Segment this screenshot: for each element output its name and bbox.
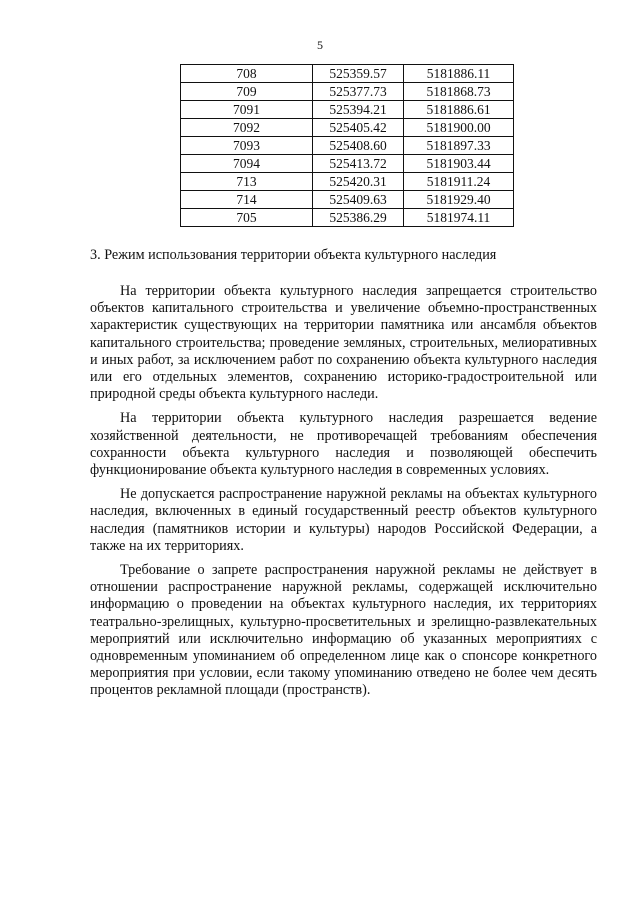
page-number: 5 <box>317 38 323 52</box>
point-number-cell: 713 <box>181 173 313 191</box>
y-coordinate-cell: 5181929.40 <box>404 191 514 209</box>
x-coordinate-cell: 525413.72 <box>313 155 404 173</box>
x-coordinate-cell: 525394.21 <box>313 101 404 119</box>
point-number-cell: 7091 <box>181 101 313 119</box>
paragraph-advertising-ban: Не допускается распространение наружной рекламы на объектах культурного наследия, включенных в единый государственный реестр объектов культурного наследия (памятников истории и культуры) народов Российской Федерации, а также на их территориях. <box>90 486 597 554</box>
x-coordinate-cell: 525405.42 <box>313 119 404 137</box>
table-row <box>181 83 514 101</box>
section-heading: 3. Режим использования территории объекта культурного наследия <box>90 247 497 263</box>
point-number-cell: 708 <box>181 65 313 83</box>
x-coordinate-cell: 525377.73 <box>313 83 404 101</box>
x-coordinate-cell: 525386.29 <box>313 209 404 227</box>
table-row <box>181 119 514 137</box>
coordinates-table <box>180 64 514 227</box>
table-row <box>181 101 514 119</box>
table-row <box>181 173 514 191</box>
y-coordinate-cell: 5181886.11 <box>404 65 514 83</box>
table-row <box>181 155 514 173</box>
table-row <box>181 191 514 209</box>
point-number-cell: 705 <box>181 209 313 227</box>
y-coordinate-cell: 5181886.61 <box>404 101 514 119</box>
section-body <box>90 283 597 707</box>
point-number-cell: 709 <box>181 83 313 101</box>
x-coordinate-cell: 525409.63 <box>313 191 404 209</box>
y-coordinate-cell: 5181911.24 <box>404 173 514 191</box>
table-row <box>181 137 514 155</box>
y-coordinate-cell: 5181868.73 <box>404 83 514 101</box>
y-coordinate-cell: 5181974.11 <box>404 209 514 227</box>
point-number-cell: 7094 <box>181 155 313 173</box>
paragraph-prohibitions: На территории объекта культурного наследия запрещается строительство объектов капитального строительства и увеличение объемно-пространственных характеристик существующих на территории памятника или ансамбля объектов капитального строительства; проведение земляных, строительных, мелиоративных и иных работ, за исключением работ по сохранению объекта культурного наследия или его отдельных элементов, сохранению историко-градостроительной или природной среды объекта культурного наследи. <box>90 283 597 403</box>
point-number-cell: 7092 <box>181 119 313 137</box>
y-coordinate-cell: 5181900.00 <box>404 119 514 137</box>
point-number-cell: 7093 <box>181 137 313 155</box>
y-coordinate-cell: 5181903.44 <box>404 155 514 173</box>
x-coordinate-cell: 525359.57 <box>313 65 404 83</box>
point-number-cell: 714 <box>181 191 313 209</box>
y-coordinate-cell: 5181897.33 <box>404 137 514 155</box>
x-coordinate-cell: 525408.60 <box>313 137 404 155</box>
paragraph-advertising-exception: Требование о запрете распространения наружной рекламы не действует в отношении распространение наружной рекламы, содержащей исключительно информацию о проведении на объектах культурного наследия, их территориях театрально-зрелищных, культурно-просветительных и зрелищно-развлекательных мероприятий или исключительно информацию об указанных мероприятиях с одновременным упоминанием об определенном лице как о спонсоре конкретного мероприятия при условии, если такому упоминанию отведено не более чем десять процентов рекламной площади (пространств). <box>90 562 597 699</box>
x-coordinate-cell: 525420.31 <box>313 173 404 191</box>
table-row <box>181 65 514 83</box>
paragraph-permitted-activity: На территории объекта культурного наследия разрешается ведение хозяйственной деятельности, не противоречащей требованиям обеспечения сохранности объекта культурного наследия и позволяющей обеспечить функционирование объекта культурного наследия в современных условиях. <box>90 410 597 479</box>
table-row <box>181 209 514 227</box>
